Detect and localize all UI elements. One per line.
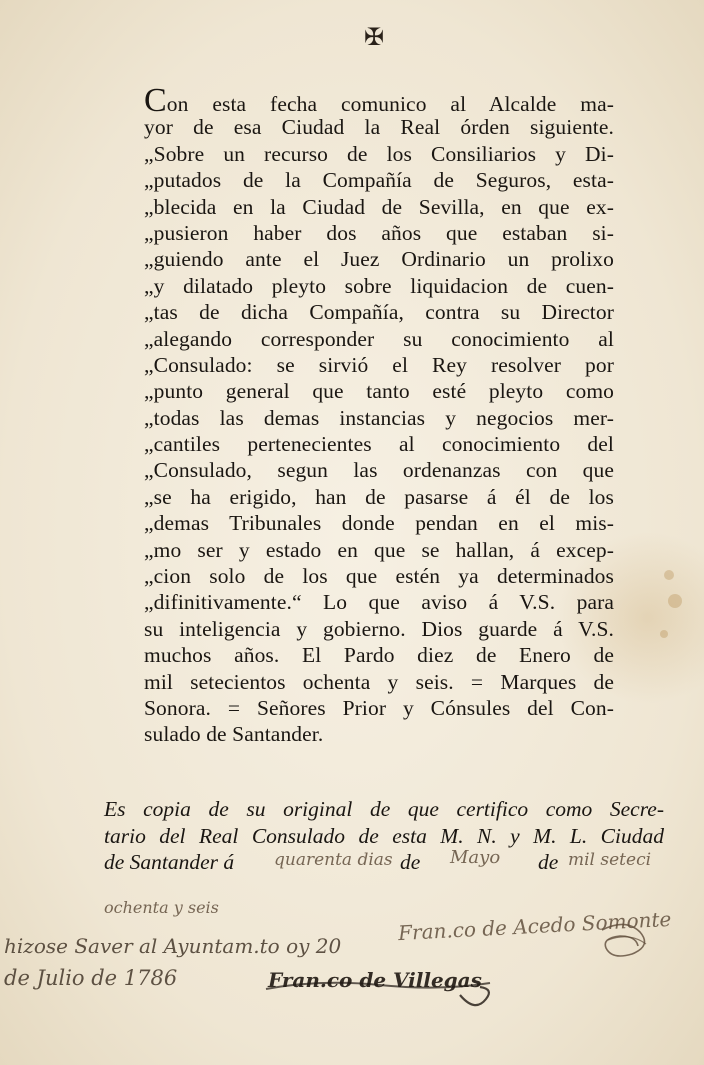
handwritten-year: mil seteci bbox=[568, 850, 652, 871]
cert-line-dated bbox=[104, 849, 664, 876]
signature-flourish-icon bbox=[596, 920, 656, 968]
body-line: „alegando corresponder su conocimiento al bbox=[144, 326, 614, 351]
foxing-stain bbox=[668, 594, 682, 608]
body-line: „punto general que tanto esté pleyto como bbox=[144, 379, 614, 404]
body-line: mil setecientos ochenta y seis. = Marques de bbox=[144, 669, 614, 694]
handwritten-year-continued: ochenta y seis bbox=[104, 898, 219, 917]
signature-rubric-icon bbox=[260, 955, 510, 1015]
drop-cap: C bbox=[144, 82, 167, 119]
body-line: Sonora. = Señores Prior y Cónsules del Con- bbox=[144, 695, 614, 720]
marginal-note-line-1: hizose Saver al Ayuntam.to oy 20 bbox=[4, 934, 342, 958]
body-line: „se ha erigido, han de pasarse á él de los bbox=[144, 484, 614, 509]
body-line: „guiendo ante el Juez Ordinario un prolixo bbox=[144, 247, 614, 272]
cross-symbol-icon: ✠ bbox=[364, 25, 385, 51]
body-line: „cantiles pertenecientes al conocimiento del bbox=[144, 432, 614, 457]
body-line: „pusieron haber dos años que estaban si- bbox=[144, 220, 614, 245]
body-line: „cion solo de los que estén ya determinados bbox=[144, 564, 614, 589]
foxing-stain bbox=[660, 630, 668, 638]
body-line: „demas Tribunales donde pendan en el mis- bbox=[144, 511, 614, 536]
body-line: „difinitivamente.“ Lo que aviso á V.S. para bbox=[144, 590, 614, 615]
body-line: „putados de la Compañía de Seguros, esta- bbox=[144, 168, 614, 193]
foxing-stain bbox=[664, 570, 674, 580]
body-line-1-text: on esta fecha comunico al Alcalde ma- bbox=[166, 92, 614, 116]
certification-block bbox=[104, 796, 664, 876]
signature-acedo: Fran.co de Acedo Somonte bbox=[397, 906, 672, 946]
body-line: „todas las demas instancias y negocios mer- bbox=[144, 405, 614, 430]
body-line: „tas de dicha Compañía, contra su Director bbox=[144, 300, 614, 325]
body-line: muchos años. El Pardo diez de Enero de bbox=[144, 643, 614, 668]
body-line: „Consulado: se sirvió el Rey resolver por bbox=[144, 352, 614, 377]
cert-printed-text: de Santander á bbox=[104, 850, 235, 875]
signature-villegas: Fran.co de Villegas bbox=[268, 968, 482, 992]
body-line: yor de esa Ciudad la Real órden siguiente. bbox=[144, 115, 614, 140]
body-line: sulado de Santander. bbox=[144, 722, 324, 747]
cert-line: Es copia de su original de que certifico como Secre- bbox=[104, 797, 664, 821]
body-line-1 bbox=[144, 82, 614, 119]
handwritten-day: quarenta dias bbox=[274, 850, 393, 871]
royal-order-body bbox=[144, 82, 614, 748]
body-line: su inteligencia y gobierno. Dios guarde á V.S. bbox=[144, 616, 614, 641]
marginal-note-line-2: de Julio de 1786 bbox=[4, 966, 178, 990]
cert-printed-text: de bbox=[400, 850, 421, 875]
body-line: „mo ser y estado en que se hallan, á excep- bbox=[144, 537, 614, 562]
cert-line: tario del Real Consulado de esta M. N. y M. L. Ciudad bbox=[104, 823, 664, 848]
body-line: „blecida en la Ciudad de Sevilla, en que ex- bbox=[144, 194, 614, 219]
handwritten-month: Mayo bbox=[450, 847, 501, 869]
cert-printed-text: de bbox=[538, 850, 559, 875]
body-line: „Sobre un recurso de los Consiliarios y Di- bbox=[144, 141, 614, 166]
body-line: „Consulado, segun las ordenanzas con que bbox=[144, 458, 614, 483]
body-line: „y dilatado pleyto sobre liquidacion de cuen- bbox=[144, 273, 614, 298]
